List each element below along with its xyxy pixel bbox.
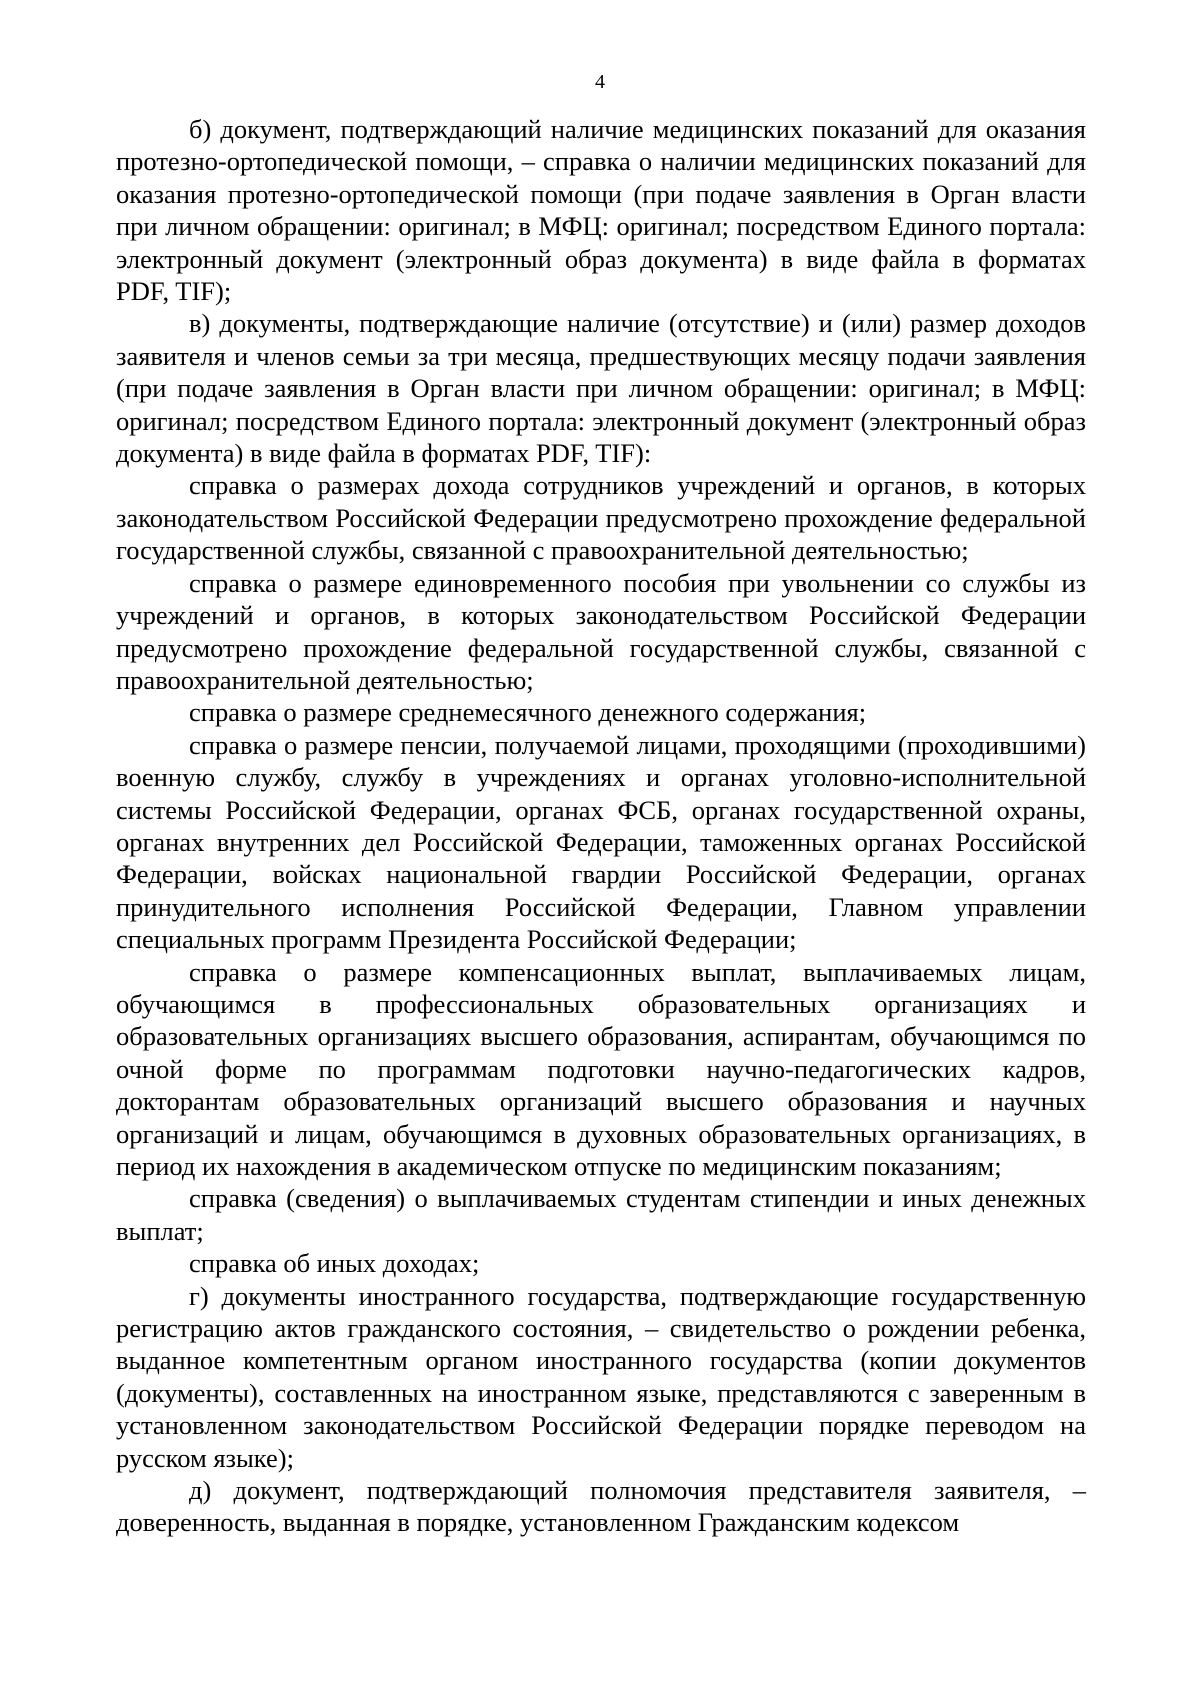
paragraph-d-power-of-attorney: д) документ, подтверждающий полномочия представителя заявителя, – доверенность, выданная в порядке, установленном Гражданским кодексом bbox=[116, 1475, 1086, 1538]
paragraph-b-medical-document: б) документ, подтверждающий наличие медицинских показаний для оказания протезно-ортопедической помощи, – справка о наличии медицинских показаний для оказания протезно-ортопедической помощи (при подаче заявления в Орган власти при личном обращении: оригинал; в МФЦ: оригинал; посредством Единого портала: электронный документ (электронный образ документа) в виде файла в форматах PDF, TIF); bbox=[116, 114, 1086, 307]
paragraph-other-income: справка об иных доходах; bbox=[189, 1248, 480, 1279]
paragraph-stipend: справка (сведения) о выплачиваемых студентам стипендии и иных денежных выплат; bbox=[116, 1183, 1086, 1246]
paragraph-pension: справка о размере пенсии, получаемой лицами, проходящими (проходившими) военную службу, службу в учреждениях и органах уголовно-исполнительной системы Российской Федерации, органах ФСБ, органах государственной охраны, органах внутренних дел Российской Федерации, таможенных органах Российской Федерации, войсках национальной гвардии Российской Федерации, органах принудительного исполнения Российской Федерации, Главном управлении специальных программ Президента Российской Федерации; bbox=[116, 729, 1086, 955]
paragraph-income-law-enforcement: справка о размерах дохода сотрудников учреждений и органов, в которых законодательством Российской Федерации предусмотрено прохождение федеральной государственной службы, связанной с правоохранительной деятельностью; bbox=[116, 470, 1086, 566]
paragraph-severance-allowance: справка о размере единовременного пособия при увольнении со службы из учреждений и органов, в которых законодательством Российской Федерации предусмотрено прохождение федеральной государственной службы, связанной с правоохранительной деятельностью; bbox=[116, 567, 1086, 695]
paragraph-average-monthly-allowance: справка о размере среднемесячного денежного содержания; bbox=[189, 697, 867, 728]
paragraph-compensation-payments: справка о размере компенсационных выплат, выплачиваемых лицам, обучающимся в профессиональных образовательных организациях и образовательных организациях высшего образования, аспирантам, обучающимся по очной форме по программам подготовки научно-педагогических кадров, докторантам образовательных организаций высшего образования и научных организаций и лицам, обучающимся в духовных образовательных организациях, в период их нахождения в академическом отпуске по медицинским показаниям; bbox=[116, 956, 1086, 1181]
document-body bbox=[116, 113, 1086, 1539]
paragraph-v-income-documents: в) документы, подтверждающие наличие (отсутствие) и (или) размер доходов заявителя и членов семьи за три месяца, предшествующих месяцу подачи заявления (при подаче заявления в Орган власти при личном обращении: оригинал; в МФЦ: оригинал; посредством Единого портала: электронный документ (электронный образ документа) в виде файла в форматах PDF, TIF): bbox=[116, 308, 1086, 469]
page-number: 4 bbox=[595, 71, 605, 93]
paragraph-g-foreign-documents: г) документы иностранного государства, подтверждающие государственную регистрацию актов гражданского состояния, – свидетельство о рождении ребенка, выданное компетентным органом иностранного государства (копии документов (документы), составленных на иностранном языке, представляются с заверенным в установленном законодательством Российской Федерации порядке переводом на русском языке); bbox=[116, 1280, 1086, 1473]
